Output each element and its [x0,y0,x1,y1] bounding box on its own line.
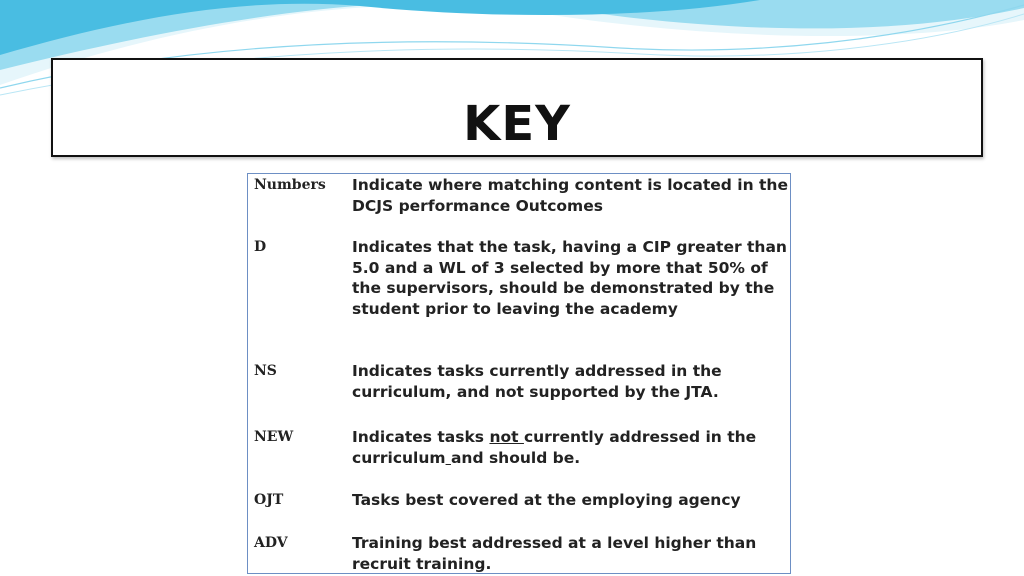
key-description-part: Indicates tasks [352,428,490,446]
key-term: NS [254,363,277,379]
key-term: OJT [254,492,284,508]
page-title: KEY [463,96,571,152]
key-description: Training best addressed at a level higher than recruit training. [352,534,757,573]
key-description: Indicates tasks currently addressed in the curriculum, and not supported by the JTA. [352,362,722,401]
key-description: Tasks best covered at the employing agency [352,491,741,509]
key-table [247,173,791,574]
key-description: Indicates that the task, having a CIP greater than 5.0 and a WL of 3 selected by more that 50% of the supervisors, should be demonstrated by the student prior to leaving the academy [352,238,787,318]
key-description-part: and should be. [450,448,581,467]
key-description-part: currently addressed in the curriculum [352,428,757,467]
emphasis-underline: not [489,428,524,446]
key-term: D [254,239,267,255]
title-box [51,58,983,157]
key-description [352,427,788,468]
key-term: NEW [254,429,294,445]
key-term: ADV [254,535,288,551]
key-term: Numbers [254,177,326,193]
key-description: Indicate where matching content is located in the DCJS performance Outcomes [352,176,788,215]
